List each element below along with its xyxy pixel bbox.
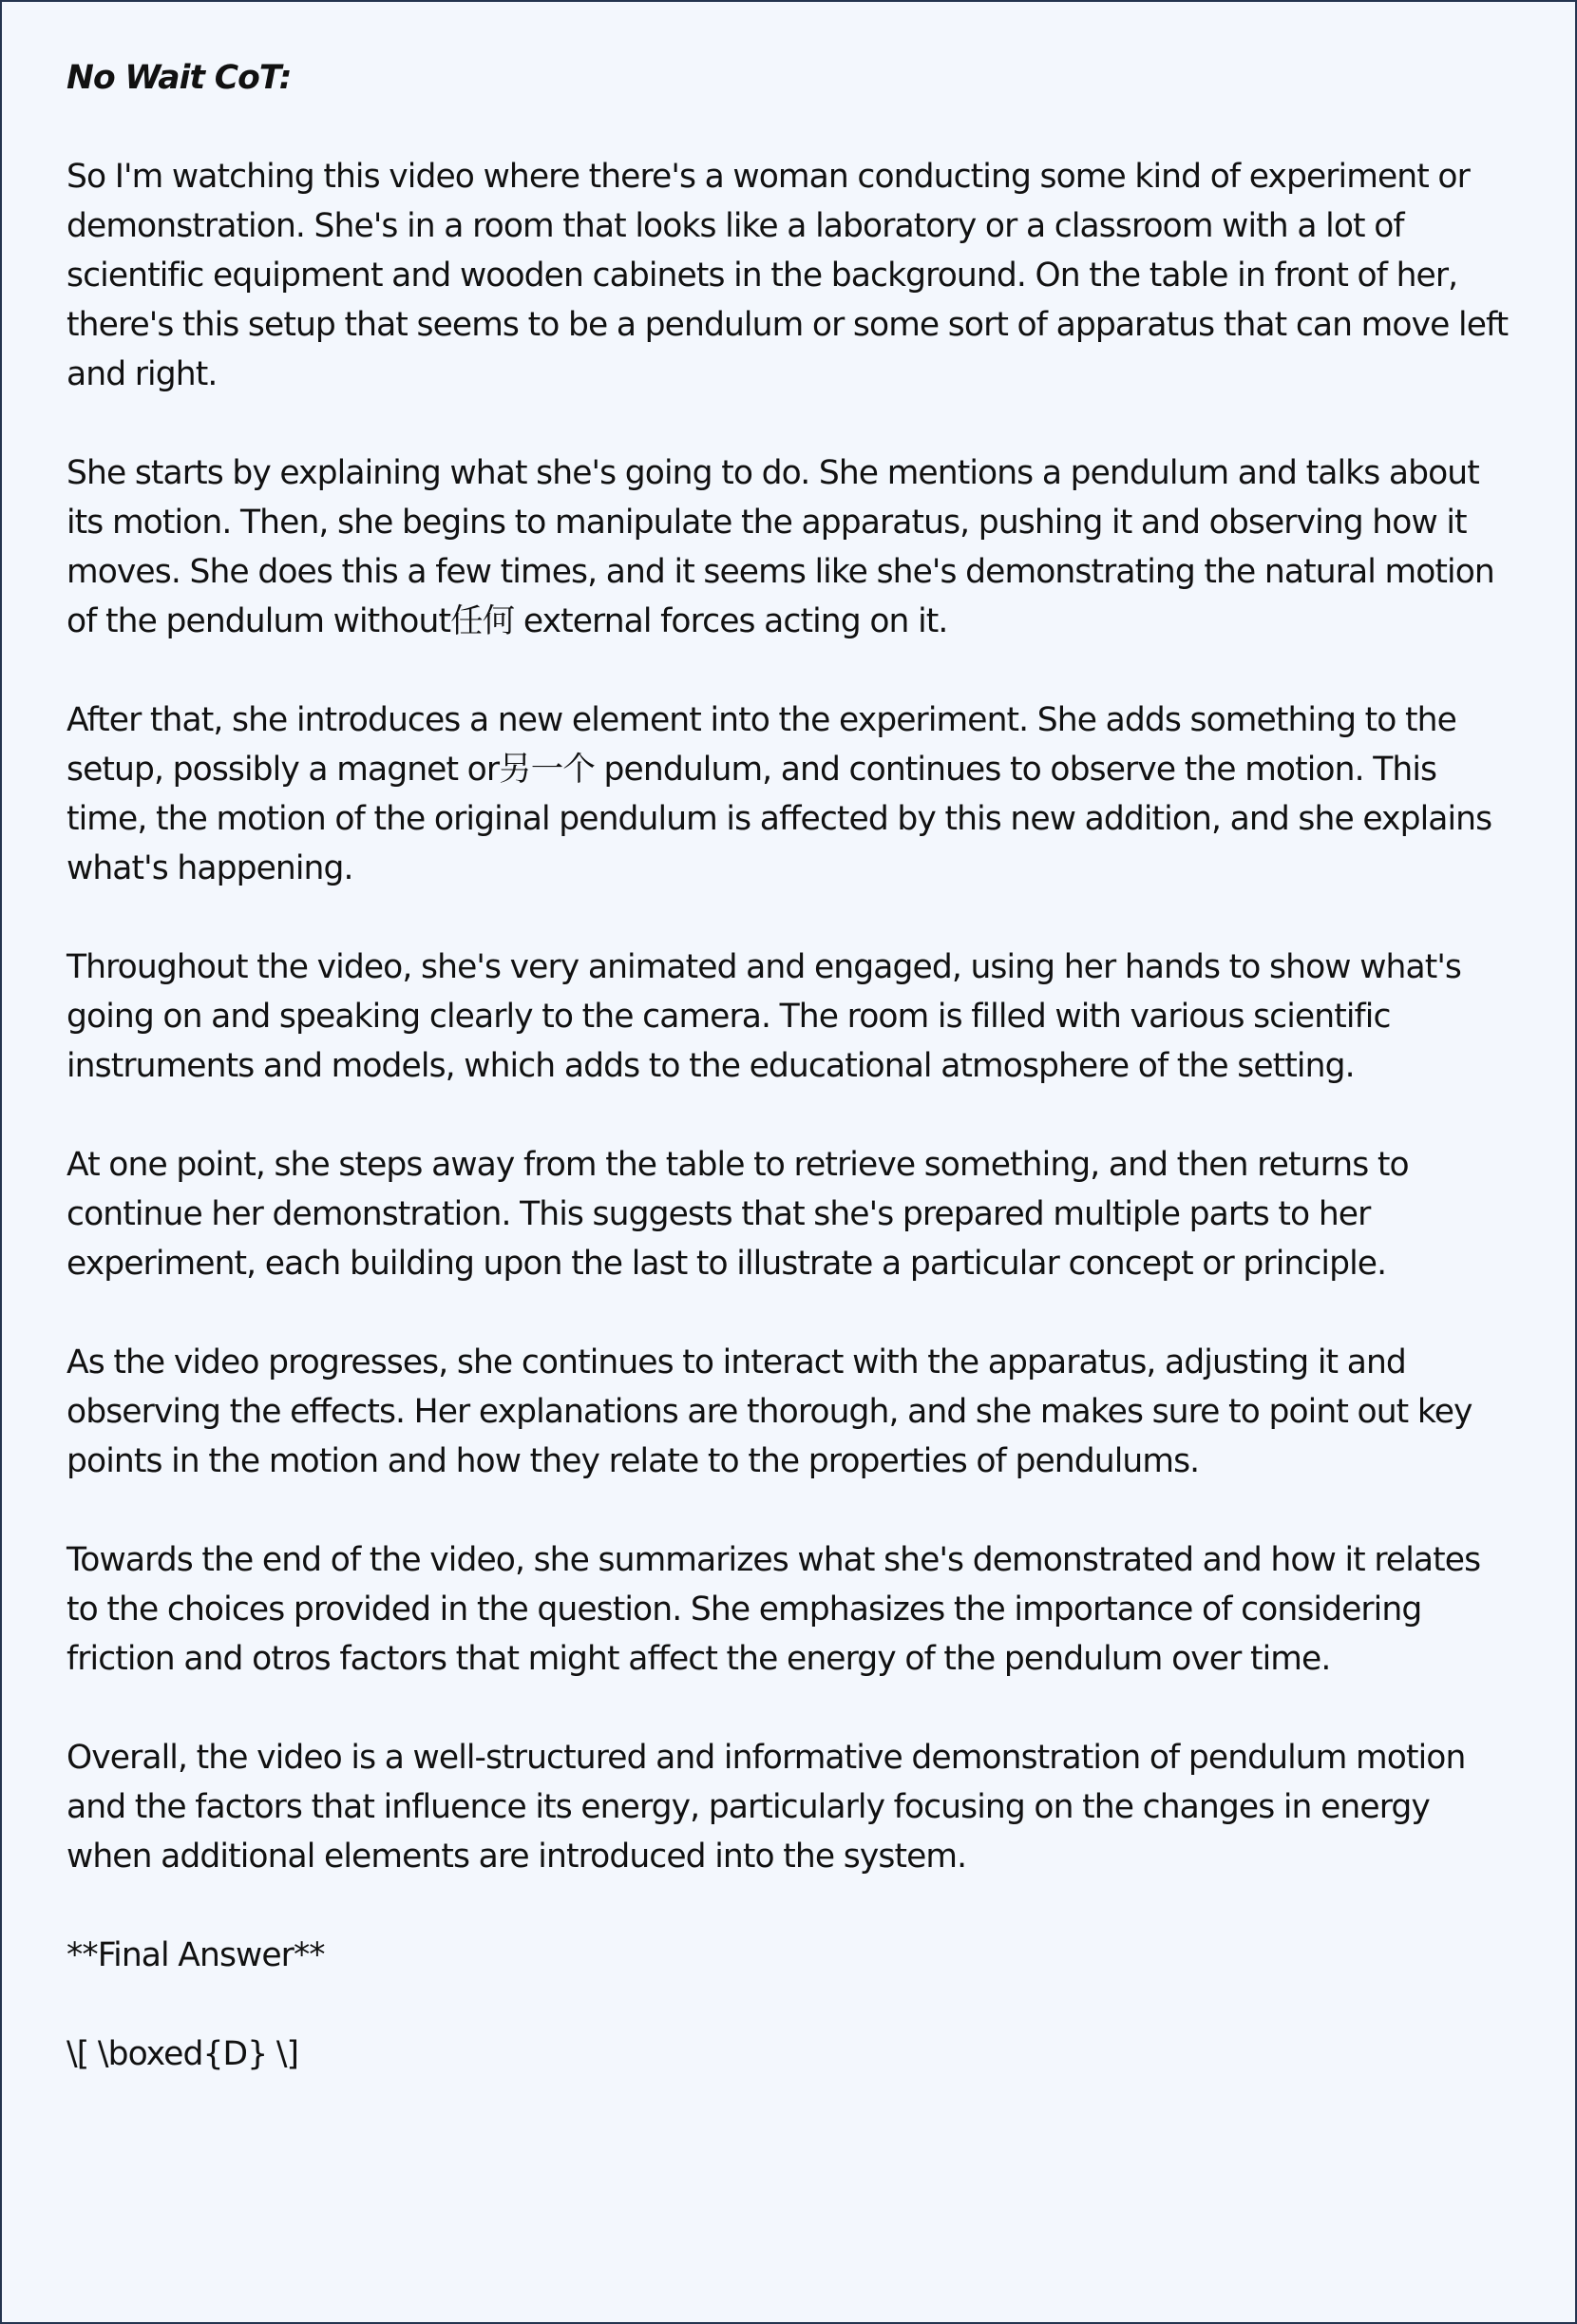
paragraph-progresses: As the video progresses, she continues to interact with the apparatus, adjusting it and observing the effects. Her explanations are thorough, and she makes sure to point out key points in the motion and how they relate to the properties of pendulums. [66, 1343, 1472, 1480]
paragraph-summary: Towards the end of the video, she summarizes what she's demonstrated and how it relates to the choices provided in the question. She emphasizes the importance of considering friction and otros factors that might affect the energy of the pendulum over time. [66, 1541, 1481, 1678]
document-content [66, 53, 1520, 2079]
paragraph-intro: So I'm watching this video where there's a woman conducting some kind of experiment or demonstration. She's in a room that looks like a laboratory or a classroom with a lot of scientific equipment and wooden cabinets in the background. On the table in front of her, there's this setup that seems to be a pendulum or some sort of apparatus that can move left and right. [66, 158, 1509, 393]
paragraph-steps-away: At one point, she steps away from the table to retrieve something, and then returns to continue her demonstration. This suggests that she's prepared multiple parts to her experiment, each building upon the last to illustrate a particular concept or principle. [66, 1146, 1409, 1283]
paragraph-new-element: After that, she introduces a new element into the experiment. She adds something to the setup, possibly a magnet or另一个 pendulum, and continues to observe the motion. This time, the motion of the original pendulum is affected by this new addition, and she explains what's happening. [66, 701, 1492, 887]
paragraph-explanation: She starts by explaining what she's going to do. She mentions a pendulum and talks about its motion. Then, she begins to manipulate the apparatus, pushing it and observing how it moves. She does this a few times, and it seems like she's demonstrating the natural motion of the pendulum without任何 external forces acting on it. [66, 454, 1494, 640]
document-heading: No Wait CoT: [66, 59, 292, 97]
paragraph-animated: Throughout the video, she's very animated and engaged, using her hands to show what's going on and speaking clearly to the camera. The room is filled with various scientific instruments and models, which adds to the educational atmosphere of the setting. [66, 948, 1462, 1085]
paragraph-overall: Overall, the video is a well-structured and informative demonstration of pendulum motion and the factors that influence its energy, particularly focusing on the changes in energy when additional elements are introduced into the system. [66, 1739, 1466, 1876]
final-answer-label: **Final Answer** [66, 1936, 325, 1974]
final-answer-value: \[ \boxed{D} \] [66, 2035, 299, 2073]
